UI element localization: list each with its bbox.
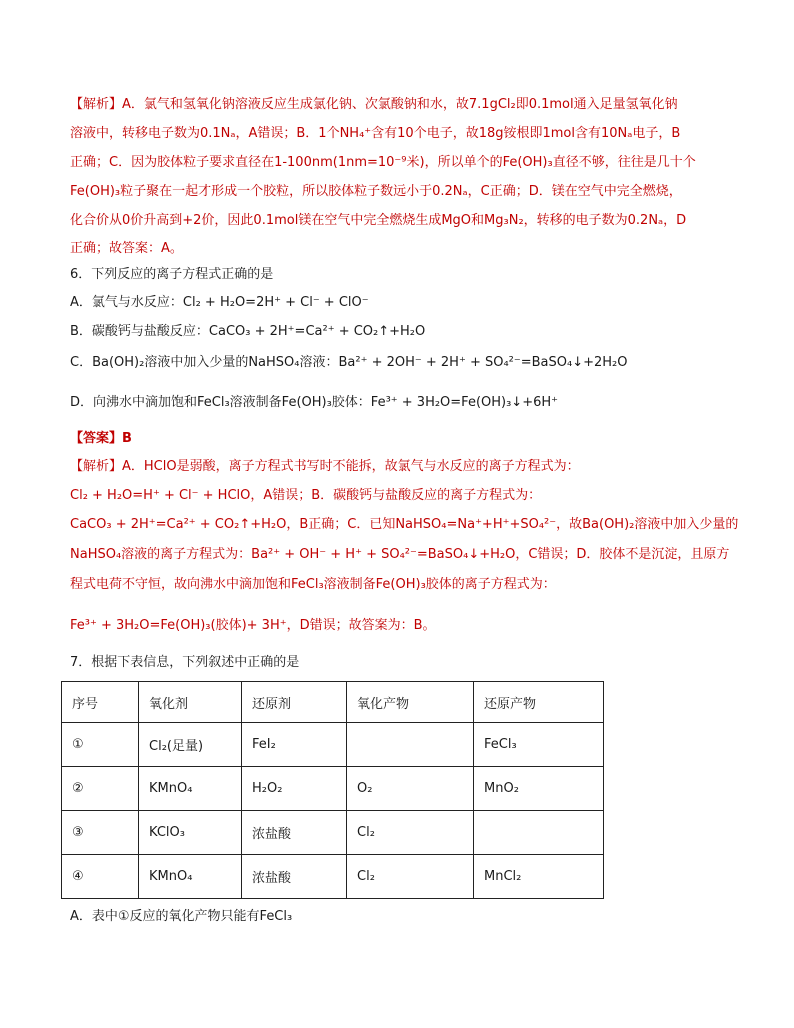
q7-stem: 7．根据下表信息，下列叙述中正确的是 <box>70 655 300 670</box>
q5-analysis-line-3: 正确；C．因为胶体粒子要求直径在1-100nm(1nm=10⁻⁹米)，所以单个的Fe(OH)₃直径不够，往往是几十个 <box>70 155 696 170</box>
table-cell: ① <box>62 723 139 767</box>
table-cell: 浓盐酸 <box>242 855 347 899</box>
q6-stem: 6．下列反应的离子方程式正确的是 <box>70 267 274 282</box>
table-header-cell: 还原产物 <box>474 682 604 723</box>
table-header-cell: 氧化剂 <box>139 682 242 723</box>
q6-analysis-line-2: Cl₂ + H₂O=H⁺ + Cl⁻ + HClO，A错误；B．碳酸钙与盐酸反应的离子方程式为： <box>70 488 542 503</box>
table-cell <box>347 723 474 767</box>
table-cell: ② <box>62 767 139 811</box>
table-cell: FeI₂ <box>242 723 347 767</box>
q6-analysis-line-5: 程式电荷不守恒，故向沸水中滴加饱和FeCl₃溶液制备Fe(OH)₃胶体的离子方程式为： <box>70 577 556 592</box>
q6-analysis-line-6: Fe³⁺ + 3H₂O=Fe(OH)₃(胶体)+ 3H⁺，D错误；故答案为：B。 <box>70 618 436 633</box>
q6-option-c: C．Ba(OH)₂溶液中加入少量的NaHSO₄溶液：Ba²⁺ + 2OH⁻ + 2H⁺ + SO₄²⁻=BaSO₄↓+2H₂O <box>70 355 628 370</box>
table-cell: Cl₂ <box>347 855 474 899</box>
table-cell: H₂O₂ <box>242 767 347 811</box>
q5-analysis-line-6: 正确；故答案：A。 <box>70 241 183 256</box>
q5-analysis-line-4: Fe(OH)₃粒子聚在一起才形成一个胶粒，所以胶体粒子数远小于0.2Nₐ，C正确；D．镁在空气中完全燃烧， <box>70 184 682 199</box>
table-cell <box>474 811 604 855</box>
table-cell: FeCl₃ <box>474 723 604 767</box>
q6-option-b: B．碳酸钙与盐酸反应：CaCO₃ + 2H⁺=Ca²⁺ + CO₂↑+H₂O <box>70 324 426 339</box>
q6-analysis-line-3: CaCO₃ + 2H⁺=Ca²⁺ + CO₂↑+H₂O，B正确；C．已知NaHSO₄=Na⁺+H⁺+SO₄²⁻，故Ba(OH)₂溶液中加入少量的 <box>70 517 739 532</box>
q5-analysis-line-5: 化合价从0价升高到+2价，因此0.1mol镁在空气中完全燃烧生成MgO和Mg₃N₂，转移的电子数为0.2Nₐ，D <box>70 213 687 228</box>
q6-analysis-line-4: NaHSO₄溶液的离子方程式为：Ba²⁺ + OH⁻ + H⁺ + SO₄²⁻=BaSO₄↓+H₂O，C错误；D．胶体不是沉淀，且原方 <box>70 547 730 562</box>
table-header-row <box>62 682 604 723</box>
table-cell: KMnO₄ <box>139 855 242 899</box>
table-cell: ③ <box>62 811 139 855</box>
table-cell: ④ <box>62 855 139 899</box>
table-header-cell: 氧化产物 <box>347 682 474 723</box>
table-cell: 浓盐酸 <box>242 811 347 855</box>
table-header-cell: 序号 <box>62 682 139 723</box>
table-header-cell: 还原剂 <box>242 682 347 723</box>
table-cell: MnO₂ <box>474 767 604 811</box>
q6-analysis-line-1: 【解析】A．HClO是弱酸，离子方程式书写时不能拆，故氯气与水反应的离子方程式为： <box>70 459 580 474</box>
table-cell: Cl₂(足量) <box>139 723 242 767</box>
table-row <box>62 811 604 855</box>
q6-option-d: D．向沸水中滴加饱和FeCl₃溶液制备Fe(OH)₃胶体：Fe³⁺ + 3H₂O=Fe(OH)₃↓+6H⁺ <box>70 395 559 410</box>
table-cell: KClO₃ <box>139 811 242 855</box>
q5-analysis-line-2: 溶液中，转移电子数为0.1Nₐ，A错误；B．1个NH₄⁺含有10个电子，故18g铵根即1mol含有10Nₐ电子，B <box>70 126 681 141</box>
table-row <box>62 723 604 767</box>
table-cell: KMnO₄ <box>139 767 242 811</box>
q5-analysis-line-1: 【解析】A．氯气和氢氧化钠溶液反应生成氯化钠、次氯酸钠和水，故7.1gCl₂即0.1mol通入足量氢氧化钠 <box>70 97 678 112</box>
redox-info-table <box>61 681 604 899</box>
table-cell: O₂ <box>347 767 474 811</box>
table-cell: Cl₂ <box>347 811 474 855</box>
table-row <box>62 767 604 811</box>
table-row <box>62 855 604 899</box>
q7-option-a: A．表中①反应的氧化产物只能有FeCl₃ <box>70 909 293 924</box>
q6-option-a: A．氯气与水反应：Cl₂ + H₂O=2H⁺ + Cl⁻ + ClO⁻ <box>70 295 369 310</box>
table-cell: MnCl₂ <box>474 855 604 899</box>
q6-answer: 【答案】B <box>70 431 132 446</box>
